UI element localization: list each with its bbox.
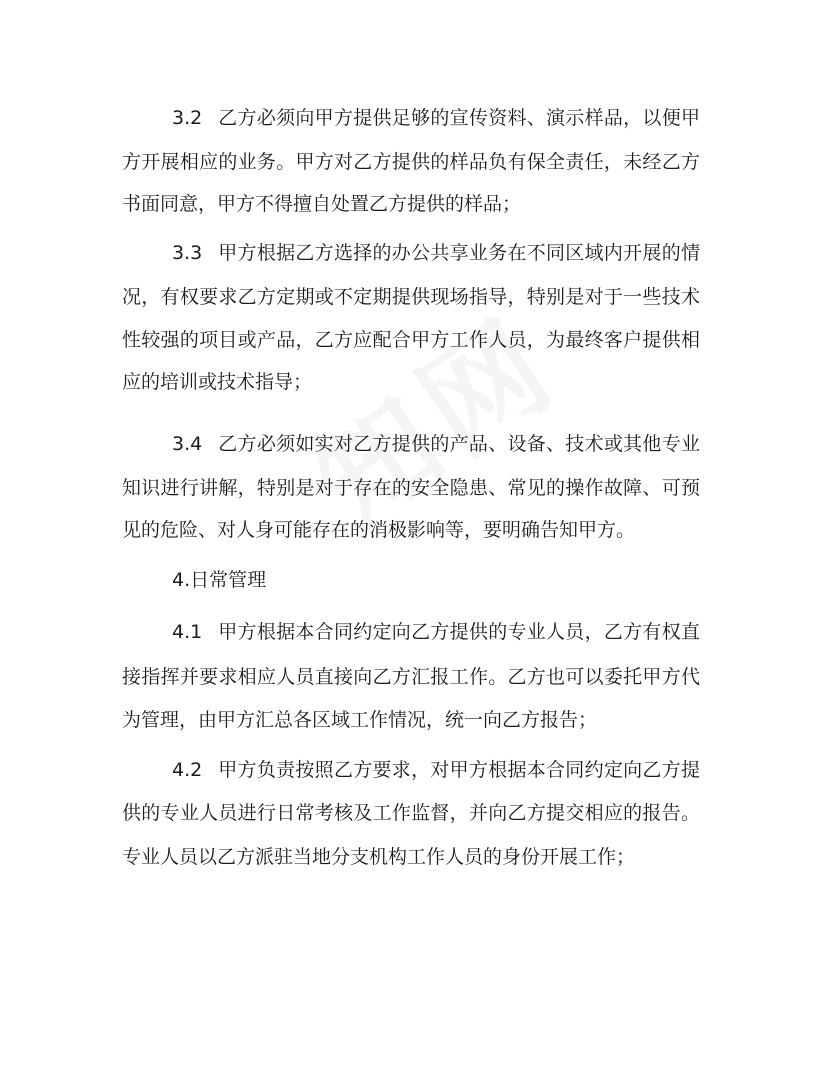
- paragraph-3-3-line-1: [172, 241, 700, 265]
- clause-number: 3.3: [172, 242, 203, 264]
- paragraph-3-3-line-2: 况，有权要求乙方定期或不定期提供现场指导，特别是对于一些技术: [122, 286, 700, 308]
- line-text: 甲方根据本合同约定向乙方提供的专业人员，乙方有权直: [218, 621, 700, 643]
- clause-number: 4.2: [172, 759, 203, 781]
- paragraph-4-1-line-3: 为管理，由甲方汇总各区域工作情况，统一向乙方报告；: [122, 709, 598, 731]
- paragraph-3-2-line-3: 书面同意，甲方不得擅自处置乙方提供的样品；: [122, 193, 522, 215]
- paragraph-3-2-line-1: [172, 106, 700, 130]
- paragraph-3-4-line-1: [172, 432, 700, 456]
- paragraph-4-1-line-1: [172, 620, 700, 644]
- paragraph-3-4-line-2: 知识进行讲解，特别是对于存在的安全隐患、常见的操作故障、可预: [122, 477, 700, 499]
- paragraph-4-1-line-2: 接指挥并要求相应人员直接向乙方汇报工作。乙方也可以委托甲方代: [122, 666, 700, 688]
- paragraph-3-3-line-3: 性较强的项目或产品，乙方应配合甲方工作人员，为最终客户提供相: [122, 329, 700, 351]
- line-text: 乙方必须向甲方提供足够的宣传资料、演示样品，以便甲: [218, 107, 700, 129]
- clause-number: 3.2: [172, 107, 203, 129]
- section-heading: 4.日常管理: [172, 569, 267, 591]
- paragraph-3-4-line-3: 见的危险、对人身可能存在的消极影响等，要明确告知甲方。: [122, 519, 636, 541]
- clause-number: 3.4: [172, 433, 203, 455]
- line-text: 甲方负责按照乙方要求，对甲方根据本合同约定向乙方提: [218, 759, 700, 781]
- paragraph-3-2-line-2: 方开展相应的业务。甲方对乙方提供的样品负有保全责任，未经乙方: [122, 151, 700, 173]
- paragraph-4-2-line-3: 专业人员以乙方派驻当地分支机构工作人员的身份开展工作；: [122, 846, 636, 868]
- line-text: 乙方必须如实对乙方提供的产品、设备、技术或其他专业: [218, 433, 700, 455]
- paragraph-4-2-line-2: 供的专业人员进行日常考核及工作监督，并向乙方提交相应的报告。: [122, 802, 700, 824]
- paragraph-4-2-line-1: [172, 758, 700, 782]
- clause-number: 4.1: [172, 621, 203, 643]
- line-text: 甲方根据乙方选择的办公共享业务在不同区域内开展的情: [218, 242, 700, 264]
- paragraph-3-3-line-4: 应的培训或技术指导；: [122, 371, 313, 393]
